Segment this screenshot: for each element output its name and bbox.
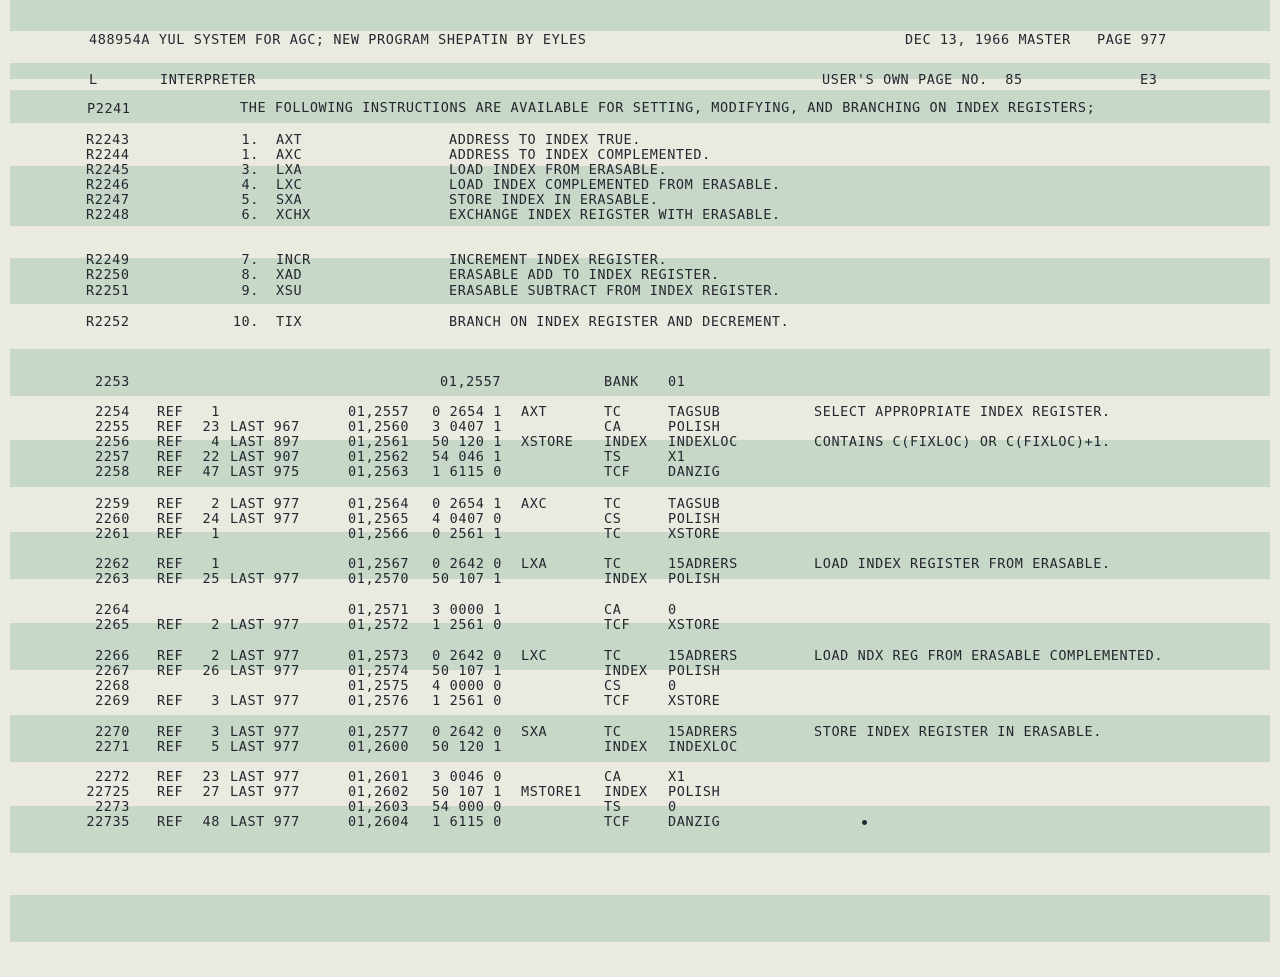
listing-opcode: TC: [604, 556, 622, 572]
listing-last-page: LAST 967: [230, 419, 300, 435]
listing-octal-code: 4 0000 0: [432, 678, 502, 694]
instruction-id: R2248: [86, 207, 130, 223]
listing-opcode: TC: [604, 526, 622, 542]
listing-operand: X1: [668, 449, 686, 465]
instruction-id: R2244: [86, 147, 130, 163]
listing-address: 01,2567: [348, 556, 410, 572]
listing-ref-count: 27: [202, 784, 220, 800]
listing-label: LXC: [521, 648, 548, 664]
listing-ref-count: 5: [211, 739, 220, 755]
listing-comment: LOAD INDEX REGISTER FROM ERASABLE.: [814, 556, 1111, 572]
listing-line-number: 2255: [95, 419, 130, 435]
listing-opcode: TC: [604, 496, 622, 512]
listing-operand: 0: [668, 799, 677, 815]
instruction-opcode: XCHX: [276, 207, 311, 223]
listing-ref: REF: [157, 784, 184, 800]
listing-ref-count: 25: [202, 571, 220, 587]
listing-ref-count: 2: [211, 648, 220, 664]
listing-address: 01,2577: [348, 724, 410, 740]
listing-ref: REF: [157, 526, 184, 542]
user-page-number: USER'S OWN PAGE NO. 85: [822, 72, 1023, 88]
listing-ref: REF: [157, 404, 184, 420]
listing-address: 01,2564: [348, 496, 410, 512]
listing-opcode: CA: [604, 769, 622, 785]
listing-comment: LOAD NDX REG FROM ERASABLE COMPLEMENTED.: [814, 648, 1164, 664]
listing-line-number: 2260: [95, 511, 130, 527]
listing-octal-code: 0 2642 0: [432, 556, 502, 572]
instruction-opcode: LXC: [276, 177, 303, 193]
instruction-id: R2251: [86, 283, 130, 299]
listing-line-number: 2269: [95, 693, 130, 709]
listing-line-number: 2264: [95, 602, 130, 618]
listing-operand: DANZIG: [668, 814, 721, 830]
listing-line-number: 2267: [95, 663, 130, 679]
section-name: INTERPRETER: [160, 72, 257, 88]
listing-opcode: TCF: [604, 814, 631, 830]
section-code: E3: [1140, 72, 1158, 88]
instruction-id: R2249: [86, 252, 130, 268]
listing-operand: TAGSUB: [668, 496, 721, 512]
listing-ref-count: 26: [202, 663, 220, 679]
instruction-opcode: AXT: [276, 132, 303, 148]
intro-id: P2241: [87, 101, 131, 117]
listing-address: 01,2575: [348, 678, 410, 694]
instruction-number: 8.: [241, 267, 259, 283]
listing-operand: 15ADRERS: [668, 556, 738, 572]
listing-operand: XSTORE: [668, 526, 721, 542]
instruction-opcode: XSU: [276, 283, 303, 299]
listing-opcode: CS: [604, 511, 622, 527]
listing-opcode: TC: [604, 404, 622, 420]
listing-line-number: 2256: [95, 434, 130, 450]
listing-address: 01,2600: [348, 739, 410, 755]
listing-last-page: LAST 977: [230, 769, 300, 785]
paper-band: [10, 0, 1270, 31]
listing-octal-code: 1 2561 0: [432, 693, 502, 709]
listing-line-number: 2261: [95, 526, 130, 542]
listing-ref-count: 3: [211, 724, 220, 740]
ink-dot: [862, 820, 867, 825]
listing-last-page: LAST 977: [230, 571, 300, 587]
listing-line-number: 2262: [95, 556, 130, 572]
paper-band: [10, 806, 1270, 853]
listing-last-page: LAST 977: [230, 814, 300, 830]
listing-opcode: CA: [604, 602, 622, 618]
instruction-id: R2246: [86, 177, 130, 193]
instruction-description: LOAD INDEX FROM ERASABLE.: [449, 162, 668, 178]
instruction-number: 6.: [241, 207, 259, 223]
listing-address: 01,2557: [348, 404, 410, 420]
instruction-opcode: LXA: [276, 162, 303, 178]
listing-label: AXT: [521, 404, 548, 420]
listing-ref-count: 23: [202, 769, 220, 785]
listing-line-number: 22725: [86, 784, 130, 800]
listing-ref: REF: [157, 693, 184, 709]
instruction-number: 1.: [241, 132, 259, 148]
listing-last-page: LAST 977: [230, 496, 300, 512]
instruction-opcode: AXC: [276, 147, 303, 163]
listing-address: 01,2574: [348, 663, 410, 679]
listing-label: XSTORE: [521, 434, 574, 450]
instruction-description: STORE INDEX IN ERASABLE.: [449, 192, 659, 208]
listing-opcode: TCF: [604, 693, 631, 709]
listing-ref: REF: [157, 556, 184, 572]
listing-ref-count: 4: [211, 434, 220, 450]
listing-octal-code: 3 0000 1: [432, 602, 502, 618]
listing-operand: DANZIG: [668, 464, 721, 480]
listing-opcode: INDEX: [604, 784, 648, 800]
listing-last-page: LAST 977: [230, 663, 300, 679]
listing-address: 01,2602: [348, 784, 410, 800]
listing-operand: INDEXLOC: [668, 739, 738, 755]
listing-line-number: 2258: [95, 464, 130, 480]
instruction-opcode: TIX: [276, 314, 303, 330]
listing-ref: REF: [157, 814, 184, 830]
listing-label: SXA: [521, 724, 548, 740]
listing-line-number: 2268: [95, 678, 130, 694]
listing-operand: 15ADRERS: [668, 648, 738, 664]
section-mark: L: [89, 72, 98, 88]
listing-operand: POLISH: [668, 511, 721, 527]
listing-octal-code: 54 000 0: [432, 799, 502, 815]
listing-opcode: CA: [604, 419, 622, 435]
listing-ref-count: 22: [202, 449, 220, 465]
listing-last-page: LAST 977: [230, 724, 300, 740]
instruction-number: 4.: [241, 177, 259, 193]
listing-ref-count: 48: [202, 814, 220, 830]
listing-octal-code: 3 0046 0: [432, 769, 502, 785]
listing-address: 01,2561: [348, 434, 410, 450]
instruction-number: 1.: [241, 147, 259, 163]
listing-last-page: LAST 977: [230, 784, 300, 800]
intro-text: THE FOLLOWING INSTRUCTIONS ARE AVAILABLE FOR SETTING, MODIFYING, AND BRANCHING ON INDEX REGISTERS;: [240, 100, 1096, 116]
listing-ref: REF: [157, 511, 184, 527]
listing-last-page: LAST 907: [230, 449, 300, 465]
listing-ref: REF: [157, 724, 184, 740]
listing-ref-count: 47: [202, 464, 220, 480]
listing-operand: POLISH: [668, 419, 721, 435]
listing-address: 01,2603: [348, 799, 410, 815]
listing-opcode: INDEX: [604, 663, 648, 679]
listing-label: MSTORE1: [521, 784, 583, 800]
listing-line-number: 2273: [95, 799, 130, 815]
listing-ref: REF: [157, 449, 184, 465]
listing-ref: REF: [157, 617, 184, 633]
listing-address: 01,2576: [348, 693, 410, 709]
listing-address: 01,2565: [348, 511, 410, 527]
listing-address: 01,2570: [348, 571, 410, 587]
listing-ref-count: 1: [211, 556, 220, 572]
listing-operand: TAGSUB: [668, 404, 721, 420]
instruction-description: ERASABLE ADD TO INDEX REGISTER.: [449, 267, 720, 283]
instruction-number: 9.: [241, 283, 259, 299]
listing-opcode: TCF: [604, 617, 631, 633]
listing-opcode: TS: [604, 799, 622, 815]
listing-ref-count: 3: [211, 693, 220, 709]
instruction-description: INCREMENT INDEX REGISTER.: [449, 252, 668, 268]
listing-last-page: LAST 897: [230, 434, 300, 450]
bank-line-value: 01: [668, 374, 686, 390]
instruction-description: EXCHANGE INDEX REIGSTER WITH ERASABLE.: [449, 207, 781, 223]
listing-address: 01,2604: [348, 814, 410, 830]
listing-opcode: CS: [604, 678, 622, 694]
listing-opcode: TC: [604, 724, 622, 740]
instruction-opcode: INCR: [276, 252, 311, 268]
listing-operand: 0: [668, 678, 677, 694]
instruction-number: 10.: [232, 314, 259, 330]
instruction-number: 7.: [241, 252, 259, 268]
listing-operand: X1: [668, 769, 686, 785]
listing-line-number: 2272: [95, 769, 130, 785]
listing-ref: REF: [157, 769, 184, 785]
listing-address: 01,2562: [348, 449, 410, 465]
listing-last-page: LAST 977: [230, 617, 300, 633]
listing-operand: INDEXLOC: [668, 434, 738, 450]
listing-ref-count: 2: [211, 617, 220, 633]
listing-opcode: TC: [604, 648, 622, 664]
listing-ref: REF: [157, 571, 184, 587]
listing-line-number: 22735: [86, 814, 130, 830]
listing-octal-code: 0 2642 0: [432, 648, 502, 664]
listing-comment: CONTAINS C(FIXLOC) OR C(FIXLOC)+1.: [814, 434, 1111, 450]
instruction-id: R2245: [86, 162, 130, 178]
listing-opcode: TCF: [604, 464, 631, 480]
listing-opcode: INDEX: [604, 571, 648, 587]
instruction-id: R2250: [86, 267, 130, 283]
listing-octal-code: 0 2561 1: [432, 526, 502, 542]
listing-octal-code: 1 6115 0: [432, 814, 502, 830]
listing-line-number: 2265: [95, 617, 130, 633]
listing-line-number: 2263: [95, 571, 130, 587]
listing-opcode: TS: [604, 449, 622, 465]
listing-ref-count: 1: [211, 404, 220, 420]
listing-octal-code: 3 0407 1: [432, 419, 502, 435]
listing-ref: REF: [157, 648, 184, 664]
listing-line-number: 2271: [95, 739, 130, 755]
listing-label: LXA: [521, 556, 548, 572]
instruction-description: ERASABLE SUBTRACT FROM INDEX REGISTER.: [449, 283, 781, 299]
listing-ref-count: 24: [202, 511, 220, 527]
listing-operand: POLISH: [668, 663, 721, 679]
listing-opcode: INDEX: [604, 739, 648, 755]
paper-band: [10, 895, 1270, 942]
listing-ref: REF: [157, 739, 184, 755]
listing-octal-code: 50 120 1: [432, 739, 502, 755]
listing-address: 01,2573: [348, 648, 410, 664]
listing-octal-code: 0 2654 1: [432, 496, 502, 512]
listing-octal-code: 54 046 1: [432, 449, 502, 465]
listing-label: AXC: [521, 496, 548, 512]
listing-ref-count: 23: [202, 419, 220, 435]
listing-line-number: 2254: [95, 404, 130, 420]
listing-operand: 15ADRERS: [668, 724, 738, 740]
listing-octal-code: 0 2654 1: [432, 404, 502, 420]
bank-line-address: 01,2557: [440, 374, 502, 390]
instruction-id: R2247: [86, 192, 130, 208]
listing-operand: 0: [668, 602, 677, 618]
listing-ref: REF: [157, 434, 184, 450]
instruction-id: R2252: [86, 314, 130, 330]
listing-last-page: LAST 977: [230, 739, 300, 755]
instruction-opcode: XAD: [276, 267, 303, 283]
listing-octal-code: 50 107 1: [432, 663, 502, 679]
instruction-description: ADDRESS TO INDEX TRUE.: [449, 132, 642, 148]
instruction-number: 3.: [241, 162, 259, 178]
listing-operand: XSTORE: [668, 693, 721, 709]
listing-octal-code: 50 120 1: [432, 434, 502, 450]
listing-address: 01,2571: [348, 602, 410, 618]
paper-band: [10, 349, 1270, 396]
header-title: 488954A YUL SYSTEM FOR AGC; NEW PROGRAM SHEPATIN BY EYLES: [89, 32, 587, 48]
listing-last-page: LAST 977: [230, 511, 300, 527]
listing-octal-code: 50 107 1: [432, 571, 502, 587]
listing-comment: STORE INDEX REGISTER IN ERASABLE.: [814, 724, 1103, 740]
listing-ref-count: 1: [211, 526, 220, 542]
instruction-number: 5.: [241, 192, 259, 208]
listing-ref: REF: [157, 464, 184, 480]
header-date-page: DEC 13, 1966 MASTER PAGE 977: [905, 32, 1167, 48]
listing-ref: REF: [157, 419, 184, 435]
listing-address: 01,2601: [348, 769, 410, 785]
bank-line-number: 2253: [95, 374, 130, 390]
listing-address: 01,2560: [348, 419, 410, 435]
listing-address: 01,2563: [348, 464, 410, 480]
listing-octal-code: 4 0407 0: [432, 511, 502, 527]
listing-ref-count: 2: [211, 496, 220, 512]
listing-line-number: 2266: [95, 648, 130, 664]
listing-address: 01,2566: [348, 526, 410, 542]
listing-address: 01,2572: [348, 617, 410, 633]
listing-octal-code: 1 2561 0: [432, 617, 502, 633]
listing-operand: POLISH: [668, 571, 721, 587]
listing-ref: REF: [157, 663, 184, 679]
listing-octal-code: 50 107 1: [432, 784, 502, 800]
instruction-description: LOAD INDEX COMPLEMENTED FROM ERASABLE.: [449, 177, 781, 193]
listing-last-page: LAST 977: [230, 648, 300, 664]
instruction-opcode: SXA: [276, 192, 303, 208]
listing-line-number: 2257: [95, 449, 130, 465]
listing-octal-code: 1 6115 0: [432, 464, 502, 480]
listing-ref: REF: [157, 496, 184, 512]
listing-line-number: 2270: [95, 724, 130, 740]
listing-line-number: 2259: [95, 496, 130, 512]
listing-last-page: LAST 975: [230, 464, 300, 480]
instruction-id: R2243: [86, 132, 130, 148]
listing-operand: POLISH: [668, 784, 721, 800]
listing-octal-code: 0 2642 0: [432, 724, 502, 740]
listing-operand: XSTORE: [668, 617, 721, 633]
instruction-description: ADDRESS TO INDEX COMPLEMENTED.: [449, 147, 711, 163]
bank-line-label: BANK: [604, 374, 639, 390]
instruction-description: BRANCH ON INDEX REGISTER AND DECREMENT.: [449, 314, 790, 330]
listing-last-page: LAST 977: [230, 693, 300, 709]
listing-comment: SELECT APPROPRIATE INDEX REGISTER.: [814, 404, 1111, 420]
listing-opcode: INDEX: [604, 434, 648, 450]
